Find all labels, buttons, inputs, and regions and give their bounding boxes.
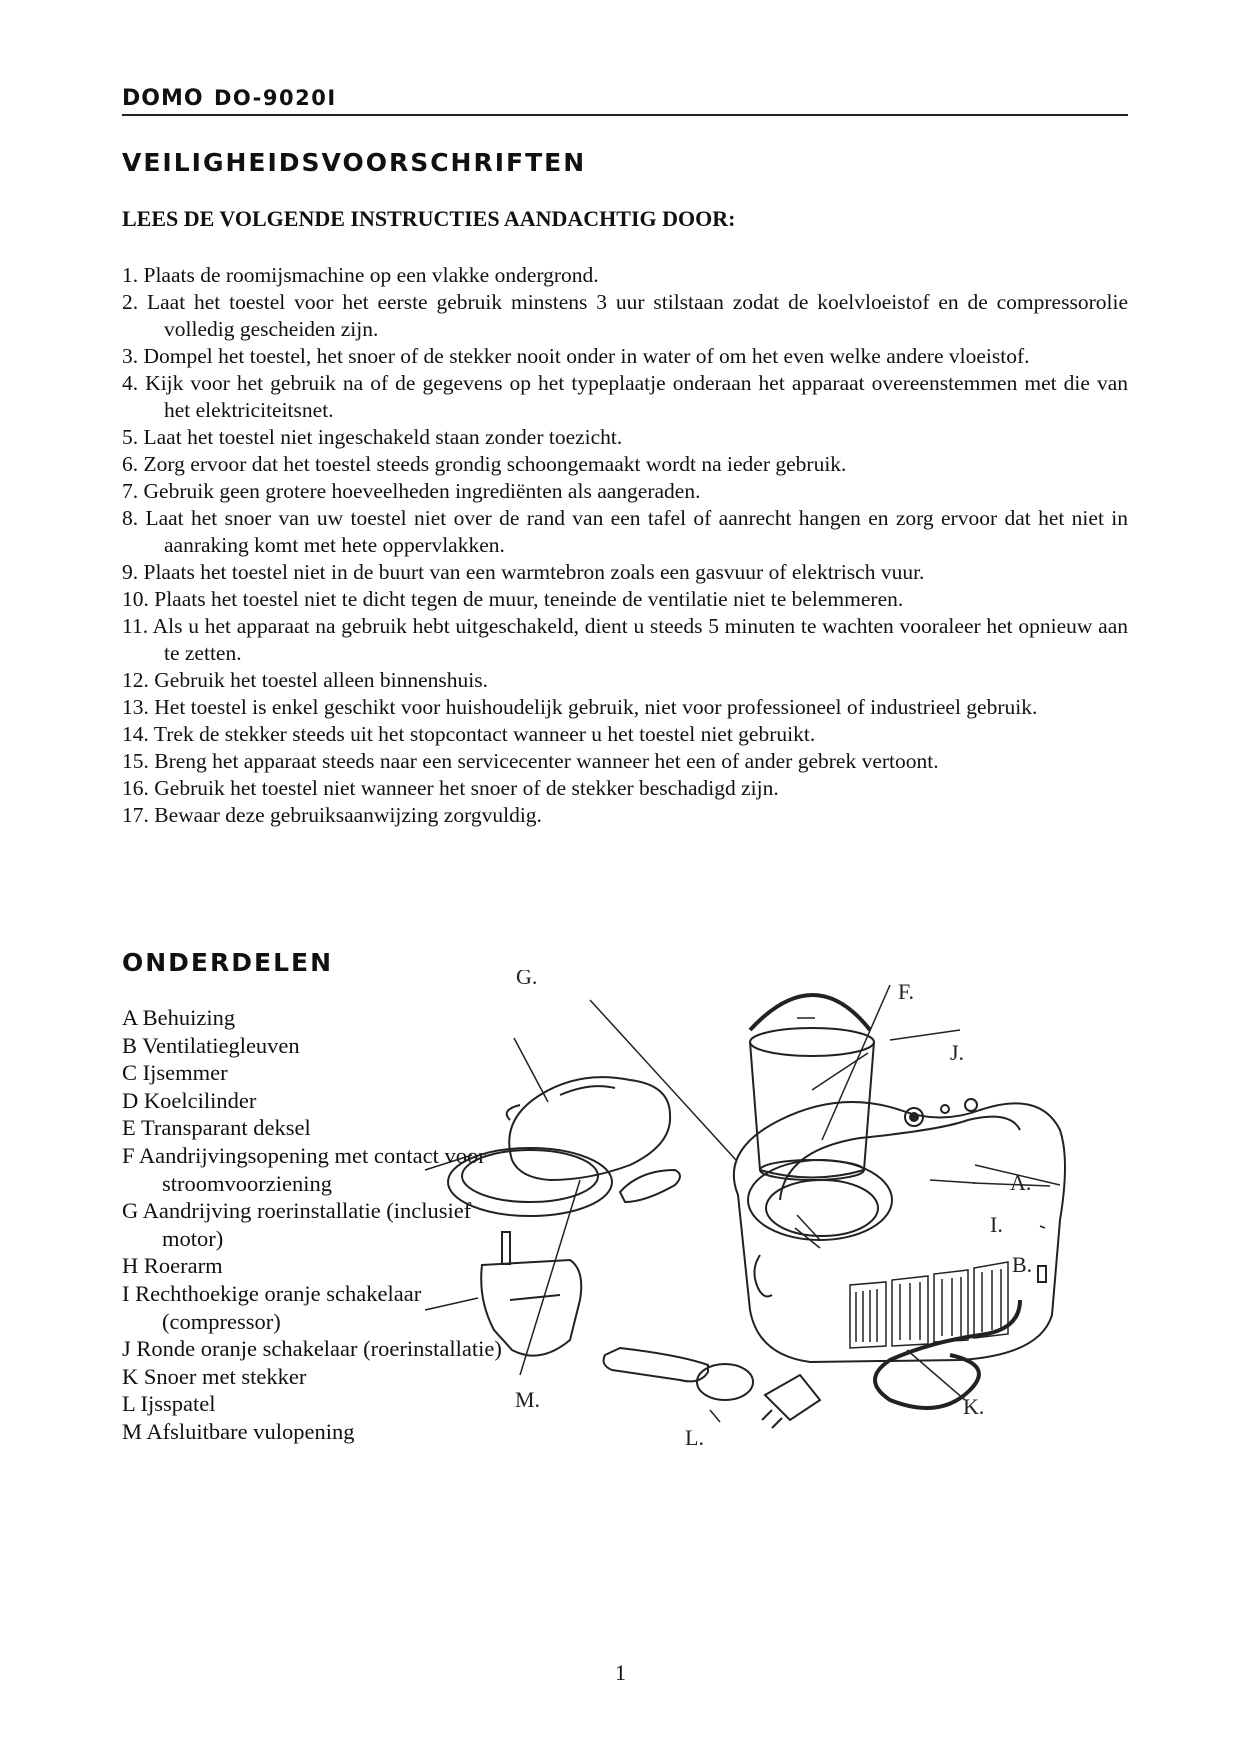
safety-rule: 10. Plaats het toestel niet te dicht tegen de muur, teneinde de ventilatie niet te belemmeren. (122, 587, 904, 611)
label-j: J. (950, 1040, 965, 1065)
safety-rule: 5. Laat het toestel niet ingeschakeld staan zonder toezicht. (122, 425, 623, 449)
part-item: H Roerarm (122, 1253, 223, 1279)
fill-cap-drawing (620, 1170, 680, 1202)
parts-title: ONDERDELEN (122, 948, 334, 977)
safety-rule: 12. Gebruik het toestel alleen binnenshuis. (122, 668, 489, 692)
part-item: A Behuizing (122, 1005, 236, 1030)
parts-diagram (420, 970, 1140, 1630)
label-b: B. (1012, 1252, 1033, 1277)
safety-subheading: LEES DE VOLGENDE INSTRUCTIES AANDACHTIG DOOR: (122, 206, 736, 231)
safety-rule: 7. Gebruik geen grotere hoeveelheden ingrediënten als aangeraden. (122, 479, 701, 503)
safety-rule: 8. Laat het snoer van uw toestel niet over de rand van een tafel of aanrecht hangen en zorg ervoor dat het niet in aanraking komt met hete oppervlakken. (122, 506, 1128, 557)
brand-logo: DOMO (122, 86, 204, 111)
safety-rule: 2. Laat het toestel voor het eerste gebruik minstens 3 uur stilstaan zodat de koelvloeistof en de compressorolie volledig gescheiden zijn. (122, 290, 1128, 341)
safety-title: VEILIGHEIDSVOORSCHRIFTEN (122, 148, 587, 177)
label-g: G. (516, 970, 538, 989)
safety-rule: 11. Als u het apparaat na gebruik hebt uitgeschakeld, dient u steeds 5 minuten te wachten vooraleer het opnieuw aan te zetten. (122, 614, 1128, 665)
safety-rule: 16. Gebruik het toestel niet wanneer het snoer of de stekker beschadigd zijn. (122, 776, 779, 800)
safety-rule: 15. Breng het apparaat steeds naar een servicecenter wanneer het een of ander gebrek vertoont. (122, 749, 939, 773)
label-i: I. (990, 1212, 1003, 1237)
part-item: E Transparant deksel (122, 1115, 311, 1141)
safety-rule: 6. Zorg ervoor dat het toestel steeds grondig schoongemaakt wordt na ieder gebruik. (122, 452, 847, 476)
label-m: M. (515, 1387, 541, 1412)
part-item: G Aandrijving roerinstallatie (inclusief motor) (122, 1198, 472, 1251)
page-number: 1 (615, 1660, 626, 1685)
model-number: DO-9020I (214, 86, 337, 110)
part-item: C Ijsemmer (122, 1060, 228, 1086)
page-header (122, 84, 1128, 116)
part-item: M Afsluitbare vulopening (122, 1418, 355, 1444)
label-l: L. (685, 1425, 704, 1450)
safety-rules-list (122, 262, 1128, 829)
part-item: D Koelcilinder (122, 1087, 257, 1113)
safety-rule: 3. Dompel het toestel, het snoer of de stekker nooit onder in water of om het even welke andere vloeistof. (122, 344, 1030, 368)
leader-lines (425, 985, 1060, 1422)
safety-rule: 13. Het toestel is enkel geschikt voor huishoudelijk gebruik, niet voor professioneel of industrieel gebruik. (122, 695, 1038, 719)
safety-rule: 9. Plaats het toestel niet in de buurt van een warmtebron zoals een gasvuur of elektrisch vuur. (122, 560, 925, 584)
label-k: K. (963, 1394, 985, 1419)
part-item: B Ventilatiegleuven (122, 1032, 300, 1058)
ice-spatula-drawing (604, 1348, 753, 1400)
safety-rule: 4. Kijk voor het gebruik na of de gegevens op het typeplaatje onderaan het apparaat overeenstemmen met die van het elektriciteitsnet. (122, 371, 1128, 422)
label-a: A. (1010, 1170, 1032, 1195)
safety-rule: 17. Bewaar deze gebruiksaanwijzing zorgvuldig. (122, 803, 542, 827)
part-item: J Ronde oranje schakelaar (roerinstallatie) (122, 1336, 502, 1362)
part-item: I Rechthoekige oranje schakelaar (compressor) (122, 1280, 422, 1334)
part-item: L Ijsspatel (122, 1391, 216, 1417)
lid-drawing (448, 1148, 612, 1216)
motor-unit-drawing (507, 1077, 670, 1180)
ice-machine-body-drawing (734, 1099, 1065, 1362)
part-item: F Aandrijvingsopening met contact voor stroomvoorziening (122, 1142, 486, 1196)
safety-rule: 1. Plaats de roomijsmachine op een vlakke ondergrond. (122, 263, 599, 287)
part-item: K Snoer met stekker (122, 1363, 307, 1389)
safety-rule: 14. Trek de stekker steeds uit het stopcontact wanneer u het toestel niet gebruikt. (122, 722, 816, 746)
label-f: F. (898, 979, 914, 1004)
